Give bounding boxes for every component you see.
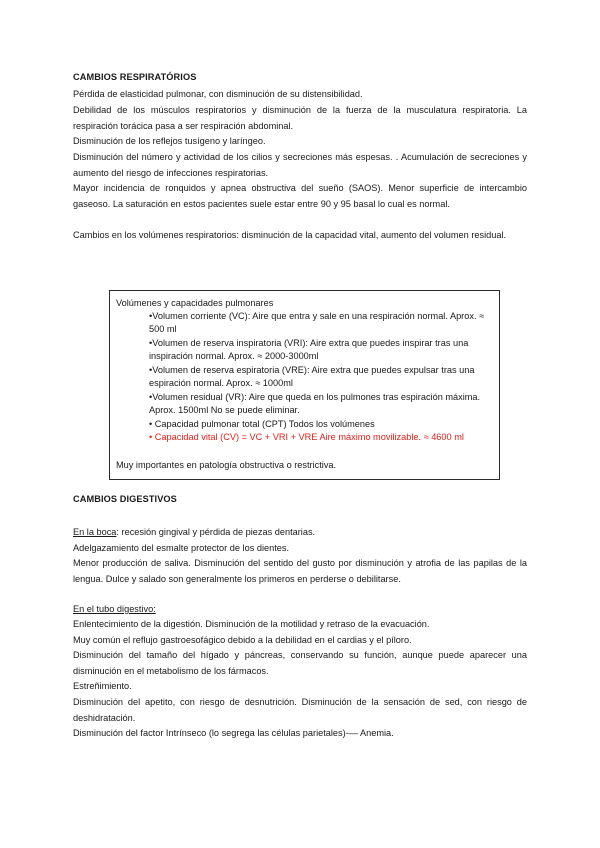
respiratory-paragraph: Debilidad de los músculos respiratorios y disminución de la fuerza de la musculatura respiratoria. La respiración torácica pasa a ser respiración abdominal.: [73, 105, 527, 131]
respiratory-section-title: CAMBIOS RESPIRATÓRIOS: [73, 72, 197, 82]
tube-paragraph: Disminución del factor Intrínseco (lo segrega las células parietales)-— Anemia.: [73, 728, 394, 738]
box-heading: Volúmenes y capacidades pulmonares: [116, 298, 274, 308]
respiratory-paragraph: Disminución del número y actividad de los cilios y secreciones más espesas. . Acumulación de secreciones y aumento del riesgo de infecciones respiratorias.: [73, 152, 527, 178]
mouth-text: : recesión gingival y pérdida de piezas dentarias.: [116, 527, 316, 537]
box-list-item: •Volumen de reserva inspiratoria (VRI): Aire extra que puedes inspirar tras una inspiración normal. Aprox. ≈ 2000-3000ml: [149, 338, 469, 362]
mouth-paragraph: Adelgazamiento del esmalte protector de los dientes.: [73, 543, 290, 553]
mouth-paragraph: Menor producción de saliva. Disminución del sentido del gusto por disminución y atrofia de las papilas de la lengua. Dulce y salado son generalmente los primeros en perderse o debilitarse.: [73, 558, 527, 584]
respiratory-paragraph: Cambios en los volúmenes respiratorios: disminución de la capacidad vital, aumento del volumen residual.: [73, 230, 507, 240]
tube-paragraph: Disminución del apetito, con riesgo de desnutrición. Disminución de la sensación de sed, con riesgo de deshidratación.: [73, 697, 527, 723]
box-list-item: •Volumen de reserva espiratoria (VRE): Aire extra que puedes expulsar tras una espiración normal. Aprox. ≈ 1000ml: [149, 365, 475, 389]
tube-paragraph: Enlentecimiento de la digestión. Disminución de la motilidad y retraso de la evacuación.: [73, 619, 430, 629]
mouth-label: En la boca: [73, 527, 117, 537]
respiratory-paragraph: Mayor incidencia de ronquidos y apnea obstructiva del sueño (SAOS). Menor superficie de intercambio gaseoso. La saturación en estos pacientes suele estar entre 90 y 95 basal lo cual es normal.: [73, 183, 527, 209]
box-list-item: •Volumen residual (VR): Aire que queda en los pulmones tras espiración máxima. Aprox. 1500ml No se puede eliminar.: [149, 392, 481, 416]
respiratory-paragraph: Pérdida de elasticidad pulmonar, con disminución de su distensibilidad.: [73, 89, 363, 99]
tube-paragraph: Muy común el reflujo gastroesofágico debido a la debilidad en el cardias y el píloro.: [73, 635, 412, 645]
tube-paragraph: Disminución del tamaño del hígado y páncreas, conservando su función, aunque puede aparecer una disminución en el metabolismo de los fármacos.: [73, 650, 527, 676]
tube-label: En el tubo digestivo:: [73, 604, 156, 614]
box-footer: Muy importantes en patología obstructiva o restrictiva.: [116, 460, 337, 470]
box-highlight-item: • Capacidad vital (CV) = VC + VRI + VRE Aire máximo movilizable. ≈ 4600 ml: [149, 432, 464, 442]
box-list-item: •Volumen corriente (VC): Aire que entra y sale en una respiración normal. Aprox. ≈ 500 ml: [149, 311, 485, 335]
respiratory-paragraph: Disminución de los reflejos tusígeno y laríngeo.: [73, 136, 266, 146]
lung-volumes-box: [109, 290, 500, 480]
tube-paragraph: Estreñimiento.: [73, 681, 132, 691]
mouth-intro: [73, 525, 527, 541]
box-list-item: • Capacidad pulmonar total (CPT) Todos los volúmenes: [149, 419, 375, 429]
digestive-section-title: CAMBIOS DIGESTIVOS: [73, 494, 177, 504]
